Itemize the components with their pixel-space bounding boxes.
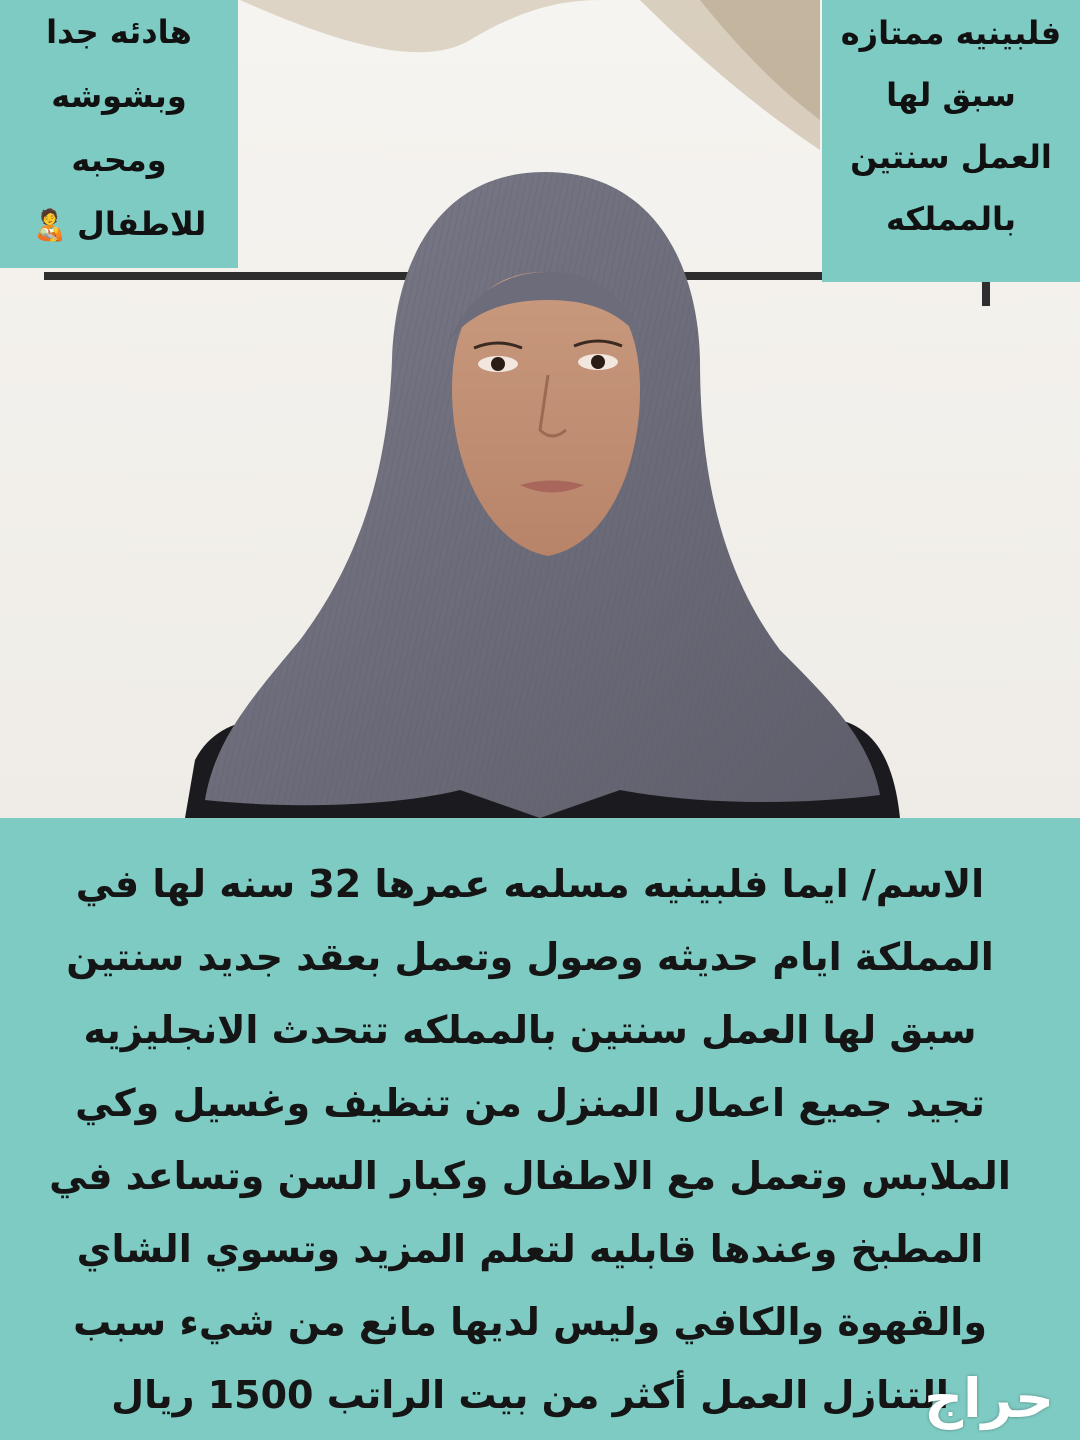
callout-left-line-with-emoji — [0, 192, 238, 258]
callout-left-line: للاطفال — [77, 205, 207, 243]
callout-right-line: سبق لها — [886, 76, 1016, 114]
description-line: المملكة ايام حديثه وصول وتعمل بعقد جديد سنتين — [66, 935, 994, 979]
description-line: تجيد جميع اعمال المنزل من تنظيف وغسيل وكي — [75, 1081, 985, 1125]
callout-left — [0, 0, 238, 268]
callout-left-line: ومحبه — [71, 141, 167, 179]
description-panel — [0, 818, 1080, 1440]
description-line: الملابس وتعمل مع الاطفال وكبار السن وتساعد في — [49, 1154, 1011, 1198]
haraj-watermark: حراج — [924, 1367, 1054, 1430]
description-text — [20, 848, 1040, 1432]
callout-left-line: هادئه جدا — [46, 13, 192, 51]
baby-feeding-icon: 🧑‍🍼 — [31, 208, 70, 243]
callout-left-line: وبشوشه — [51, 77, 187, 115]
description-line: سبق لها العمل سنتين بالمملكه تتحدث الانجليزيه — [83, 1008, 977, 1052]
description-line: الاسم/ ايما فلبينيه مسلمه عمرها 32 سنه لها في — [75, 862, 985, 906]
callout-right — [822, 0, 1080, 282]
callout-right-line: بالمملكه — [885, 200, 1017, 238]
description-line: التنازل العمل أكثر من بيت الراتب 1500 ريال — [111, 1373, 949, 1417]
callout-right-line: العمل سنتين — [850, 138, 1052, 176]
description-line: والقهوة والكافي وليس لديها مانع من شيء سبب — [73, 1300, 987, 1344]
callout-right-line: فلبينيه ممتازه — [840, 14, 1062, 52]
description-line: المطبخ وعندها قابليه لتعلم المزيد وتسوي الشاي — [76, 1227, 984, 1271]
